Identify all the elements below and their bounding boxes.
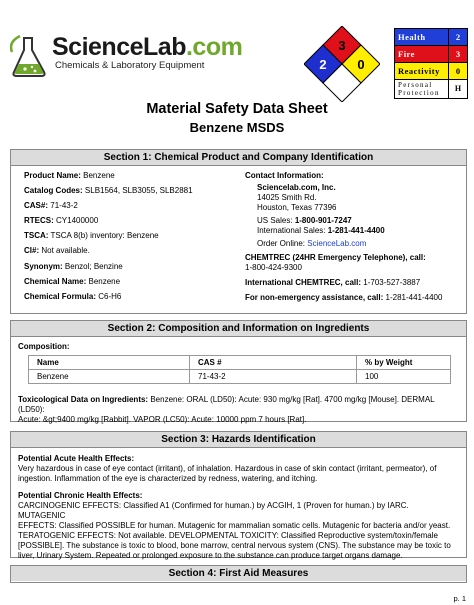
toxicological-data: Toxicological Data on Ingredients: Benzene: ORAL (LD50): Acute: 930 mg/kg [Rat]. 4700 mg/kg [Mouse]. DERMAL (LD50): Acute: &gt;9400 mg/kg [Rabbit]. VAPOR (LC50): Acute: 10000 ppm 7 hours [Rat]. (18, 395, 435, 424)
cas-number: CAS#: 71-43-2 (24, 201, 78, 210)
composition-table (28, 355, 451, 384)
brand-name: ScienceLab.com (52, 33, 243, 61)
order-online-link[interactable]: ScienceLab.com (307, 239, 367, 248)
section-3-header: Section 3: Hazards Identification (11, 432, 466, 448)
section-2 (10, 320, 467, 422)
cell-name: Benzene (29, 370, 190, 384)
rtecs: RTECS: CY1400000 (24, 216, 99, 225)
tsca: TSCA: TSCA 8(b) inventory: Benzene (24, 231, 159, 240)
hmis-fire-row (395, 46, 467, 63)
composition-table-header (29, 356, 451, 370)
column-header-weight: % by Weight (357, 356, 451, 370)
hmis-ppe-value: H (448, 80, 467, 98)
section-3 (10, 431, 467, 558)
section-1 (10, 149, 467, 314)
chemical-formula: Chemical Formula: C6-H6 (24, 292, 122, 301)
flask-logo-icon (10, 34, 50, 78)
hmis-health-row (395, 29, 467, 46)
composition-label: Composition: (18, 342, 70, 351)
section-2-header: Section 2: Composition and Information on Ingredients (11, 321, 466, 337)
chronic-health-effects: Potential Chronic Health Effects: CARCINOGENIC EFFECTS: Classified A1 (Confirmed for human.) by ACGIH, 1 (Proven for human.) by IARC. MUTAGENIC EFFECTS: Classified POSSIBLE for human. Mutagenic for mammalian somatic cells. Mutagenic for bacteria and/or yeast. TERATOGENIC EFFECTS: Not available. DEVELOPMENTAL TOXICITY: Classified Reproductive system/toxin/female [POSSIBLE]. The substance is toxic to blood, bone marrow, central nervous system (CNS). The substance may be toxic to liver, Urinary System. Repeated or prolonged exposure to the substance can produce target organs damage. (18, 491, 451, 560)
section-4-header: Section 4: First Aid Measures (11, 566, 466, 581)
page-number: p. 1 (453, 594, 466, 603)
cell-cas: 71-43-2 (190, 370, 357, 384)
non-emergency-assistance: For non-emergency assistance, call: 1-281-441-4400 (245, 293, 443, 302)
company-name: Sciencelab.com, Inc. (257, 183, 336, 192)
synonym: Synonym: Benzol; Benzine (24, 262, 123, 271)
nfpa-fire-value: 3 (338, 38, 346, 53)
chemtrec-phone: 1-800-424-9300 (245, 263, 302, 272)
acute-health-effects: Potential Acute Health Effects: Very hazardous in case of eye contact (irritant), of inhalation. Hazardous in case of skin contact (irritant, permeator), of ingestion. Inflammation of the eye is characterized by redness, watering, and itching. (18, 454, 437, 483)
chemtrec-label: CHEMTREC (24HR Emergency Telephone), call: (245, 253, 426, 262)
document-title: Material Safety Data Sheet (146, 101, 328, 117)
address-line-1: 14025 Smith Rd. (257, 193, 317, 202)
hmis-reactivity-row (395, 63, 467, 80)
international-sales: International Sales: 1-281-441-4400 (257, 226, 385, 235)
section-1-header: Section 1: Chemical Product and Company Identification (11, 150, 466, 166)
ci-number: CI#: Not available. (24, 246, 90, 255)
order-online: Order Online: ScienceLab.com (257, 239, 367, 248)
nfpa-reactivity-value: 0 (357, 57, 365, 72)
product-name: Product Name: Benzene (24, 171, 115, 180)
nfpa-diamond-icon (304, 26, 380, 102)
hmis-ppe-label: Personal Protection (398, 81, 440, 97)
nfpa-health-value: 2 (319, 57, 327, 72)
hmis-reactivity-label: Reactivity (398, 66, 440, 76)
hmis-label (394, 28, 468, 99)
address-line-2: Houston, Texas 77396 (257, 203, 337, 212)
table-row (29, 370, 451, 384)
section-4 (10, 565, 467, 583)
international-chemtrec: International CHEMTREC, call: 1-703-527-3887 (245, 278, 421, 287)
hmis-health-value: 2 (448, 29, 467, 45)
cell-weight: 100 (357, 370, 451, 384)
column-header-name: Name (29, 356, 190, 370)
catalog-codes: Catalog Codes: SLB1564, SLB3055, SLB2881 (24, 186, 193, 195)
column-header-cas: CAS # (190, 356, 357, 370)
brand-tagline: Chemicals & Laboratory Equipment (55, 60, 205, 71)
hmis-ppe-row (395, 80, 467, 98)
hmis-reactivity-value: 0 (448, 63, 467, 79)
us-sales: US Sales: 1-800-901-7247 (257, 216, 352, 225)
hmis-fire-value: 3 (448, 46, 467, 62)
hmis-fire-label: Fire (398, 49, 415, 59)
document-subtitle: Benzene MSDS (189, 120, 285, 135)
chemical-name: Chemical Name: Benzene (24, 277, 121, 286)
contact-information-label: Contact Information: (245, 171, 324, 180)
hmis-health-label: Health (398, 32, 426, 42)
